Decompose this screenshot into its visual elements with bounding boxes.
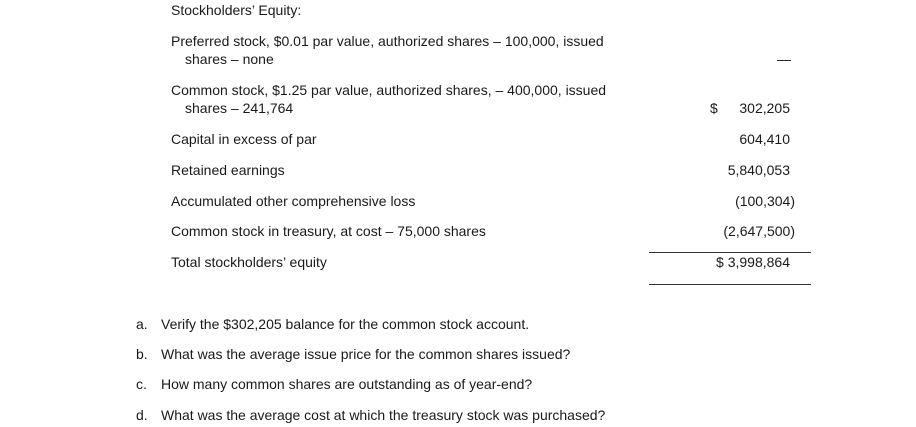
common-stock-dollar-sign: $ [710, 100, 718, 116]
total-rule [649, 284, 811, 285]
common-stock-label-line1: Common stock, $1.25 par value, authorized shares, – 400,000, issued [171, 82, 607, 98]
question-text: What was the average cost at which the treasury stock was purchased? [161, 407, 606, 423]
capital-excess-label: Capital in excess of par [171, 131, 317, 147]
preferred-stock-value: — [777, 51, 791, 67]
total-equity-label: Total stockholders’ equity [171, 254, 327, 270]
common-stock-value: 302,205 [739, 100, 790, 116]
section-title: Stockholders’ Equity: [171, 2, 302, 18]
question-text: Verify the $302,205 balance for the common stock account. [161, 316, 530, 332]
question-letter: b. [136, 346, 148, 362]
question-letter: a. [136, 316, 148, 332]
preferred-stock-label-line1: Preferred stock, $0.01 par value, authorized shares – 100,000, issued [171, 33, 604, 49]
question-text: How many common shares are outstanding as of year-end? [161, 376, 533, 392]
aoci-value: (100,304) [735, 193, 795, 209]
question-text: What was the average issue price for the common shares issued? [161, 346, 571, 362]
treasury-stock-label: Common stock in treasury, at cost – 75,000 shares [171, 223, 486, 239]
retained-earnings-value: 5,840,053 [727, 162, 790, 178]
common-stock-label-line2: shares – 241,764 [185, 100, 294, 116]
total-equity-value: $ 3,998,864 [716, 254, 790, 270]
capital-excess-value: 604,410 [739, 131, 790, 147]
retained-earnings-label: Retained earnings [171, 162, 285, 178]
question-letter: d. [136, 407, 148, 423]
treasury-stock-value: (2,647,500) [723, 223, 795, 239]
subtotal-rule [649, 252, 811, 253]
aoci-label: Accumulated other comprehensive loss [171, 193, 416, 209]
question-letter: c. [136, 376, 147, 392]
preferred-stock-label-line2: shares – none [185, 51, 274, 67]
